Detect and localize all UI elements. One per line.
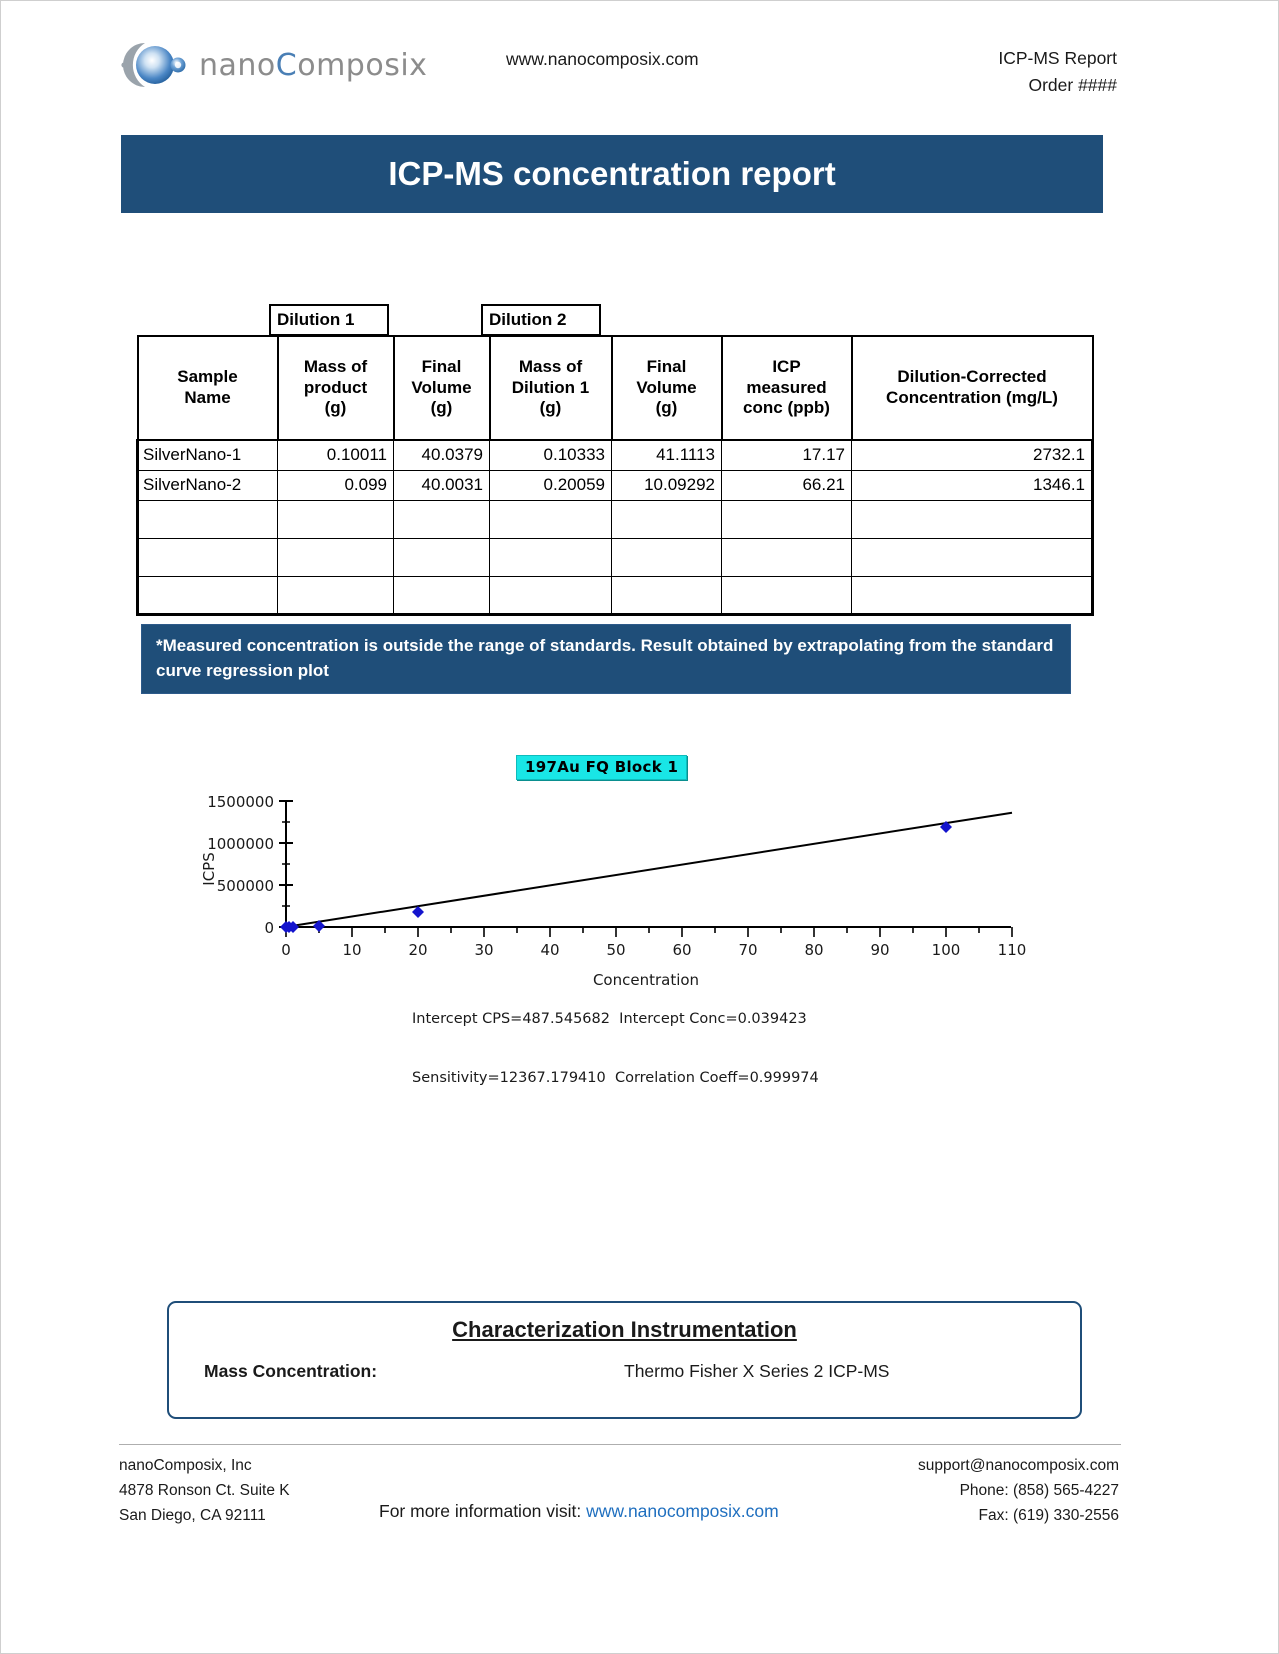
cell-final-volume-1 [394, 576, 490, 614]
svg-text:0: 0 [264, 919, 274, 937]
super-header-dilution-1: Dilution 1 [269, 304, 389, 336]
cell-sample-name [138, 576, 278, 614]
table-header-row [138, 336, 1093, 440]
col-header-final-volume-1 [394, 336, 490, 440]
footer-website-link[interactable]: www.nanocomposix.com [586, 1501, 779, 1521]
cell-sample-name [138, 500, 278, 538]
svg-text:50: 50 [606, 941, 626, 959]
chart-regression-line-1: Intercept CPS=487.545682 Intercept Conc=0.039423 [412, 1011, 807, 1028]
characterization-value: Thermo Fisher X Series 2 ICP-MS [624, 1361, 890, 1381]
logo-wordmark [199, 48, 427, 83]
cell-mass-of-dilution-1 [490, 538, 612, 576]
header-order-number: Order #### [1028, 75, 1117, 96]
col-header-line: (g) [324, 398, 347, 418]
col-header-line: Name [184, 388, 231, 407]
footer-address-block [119, 1453, 290, 1528]
col-header-line: Mass of [303, 356, 368, 376]
logo-wordmark-omposix: omposix [297, 47, 428, 83]
chart-plot-svg [176, 787, 1056, 967]
col-header-line: measured [746, 377, 827, 397]
col-header-line: Final [421, 356, 462, 376]
cell-dilution-corrected: 2732.1 [852, 440, 1093, 470]
svg-text:60: 60 [672, 941, 692, 959]
cell-sample-name: SilverNano-1 [138, 440, 278, 470]
col-header-line: product [303, 377, 368, 397]
svg-text:30: 30 [474, 941, 494, 959]
svg-text:100: 100 [931, 941, 961, 959]
svg-text:70: 70 [738, 941, 758, 959]
cell-dilution-corrected [852, 576, 1093, 614]
header-website-url: www.nanocomposix.com [506, 49, 699, 69]
footer-support-email[interactable]: support@nanocomposix.com [918, 1457, 1119, 1474]
footer-company-name: nanoComposix, Inc [119, 1457, 252, 1474]
cell-mass-of-product [278, 538, 394, 576]
col-header-line: conc (ppb) [743, 398, 830, 418]
cell-final-volume-2 [612, 500, 722, 538]
cell-final-volume-2: 41.1113 [612, 440, 722, 470]
chart-regression-stats [412, 971, 819, 1128]
col-header-mass-of-dilution-1 [490, 336, 612, 440]
col-header-line: Volume [636, 377, 697, 397]
cell-final-volume-2 [612, 538, 722, 576]
cell-final-volume-1 [394, 538, 490, 576]
col-header-mass-of-product [278, 336, 394, 440]
svg-text:40: 40 [540, 941, 560, 959]
table-row [138, 576, 1093, 614]
svg-text:1000000: 1000000 [207, 835, 274, 853]
cell-icp-measured-conc [722, 576, 852, 614]
cell-final-volume-1: 40.0031 [394, 470, 490, 500]
cell-mass-of-product [278, 576, 394, 614]
cell-mass-of-product [278, 500, 394, 538]
col-header-line: Mass of [518, 356, 583, 376]
super-header-dilution-2: Dilution 2 [481, 304, 601, 336]
calibration-chart [176, 749, 1056, 1086]
col-header-sample-name [138, 336, 278, 440]
cell-final-volume-2 [612, 576, 722, 614]
cell-final-volume-2: 10.09292 [612, 470, 722, 500]
footer-fax: Fax: (619) 330-2556 [978, 1507, 1119, 1525]
svg-text:110: 110 [997, 941, 1027, 959]
nanocomposix-logo [119, 39, 427, 91]
col-header-line: Concentration (mg/L) [886, 388, 1058, 407]
table-row [138, 470, 1093, 500]
cell-mass-of-dilution-1: 0.10333 [490, 440, 612, 470]
col-header-line: (g) [655, 398, 678, 418]
svg-text:1500000: 1500000 [207, 793, 274, 811]
col-header-icp-measured-conc [722, 336, 852, 440]
col-header-line: Volume [411, 377, 472, 397]
cell-sample-name [138, 538, 278, 576]
logo-wordmark-c: C [275, 47, 298, 83]
col-header-line: ICP [772, 356, 801, 376]
col-header-line: Sample [177, 367, 238, 387]
report-title-bar [121, 135, 1103, 213]
cell-sample-name: SilverNano-2 [138, 470, 278, 500]
table-row [138, 538, 1093, 576]
svg-text:ICPS: ICPS [200, 852, 218, 886]
col-header-line: Dilution-Corrected [897, 367, 1047, 387]
footer-address-line-2: San Diego, CA 92111 [119, 1507, 266, 1525]
cell-dilution-corrected [852, 538, 1093, 576]
nanocomposix-logo-icon [119, 39, 191, 91]
chart-x-axis-label: Concentration [592, 971, 700, 989]
extrapolation-note: *Measured concentration is outside the range of standards. Result obtained by extrapolating from the standard curve regression plot [141, 624, 1071, 694]
table-row [138, 500, 1093, 538]
page-header [1, 1, 1279, 123]
cell-icp-measured-conc: 66.21 [722, 470, 852, 500]
svg-text:80: 80 [804, 941, 824, 959]
col-header-final-volume-2 [612, 336, 722, 440]
svg-text:10: 10 [342, 941, 362, 959]
cell-dilution-corrected [852, 500, 1093, 538]
characterization-title: Characterization Instrumentation [452, 1317, 797, 1342]
table-super-header-row [136, 304, 1091, 336]
footer-contact-block [918, 1453, 1119, 1528]
col-header-line: Final [646, 356, 687, 376]
cell-mass-of-dilution-1: 0.20059 [490, 470, 612, 500]
cell-dilution-corrected: 1346.1 [852, 470, 1093, 500]
chart-title: 197Au FQ Block 1 [516, 755, 687, 780]
characterization-instrumentation-box [167, 1301, 1082, 1419]
logo-wordmark-nano: nano [199, 47, 276, 83]
svg-text:90: 90 [870, 941, 890, 959]
footer-divider [119, 1444, 1121, 1445]
chart-regression-line-2: Sensitivity=12367.179410 Correlation Coeff=0.999974 [412, 1069, 819, 1086]
cell-final-volume-1 [394, 500, 490, 538]
footer-more-info-prefix: For more information visit: [379, 1501, 587, 1521]
svg-text:500000: 500000 [216, 877, 274, 895]
cell-mass-of-product: 0.099 [278, 470, 394, 500]
footer-phone: Phone: (858) 565-4227 [959, 1482, 1119, 1500]
cell-mass-of-product: 0.10011 [278, 440, 394, 470]
cell-mass-of-dilution-1 [490, 500, 612, 538]
header-report-type: ICP-MS Report [998, 48, 1117, 68]
col-header-line: Dilution 1 [511, 377, 590, 397]
characterization-label: Mass Concentration: [204, 1361, 378, 1381]
cell-icp-measured-conc [722, 500, 852, 538]
col-header-dilution-corrected-concentration [852, 336, 1093, 440]
page-title: ICP-MS concentration report [388, 155, 836, 192]
cell-final-volume-1: 40.0379 [394, 440, 490, 470]
cell-mass-of-dilution-1 [490, 576, 612, 614]
col-header-line: (g) [539, 398, 562, 418]
svg-text:20: 20 [408, 941, 428, 959]
footer-more-info [379, 1501, 779, 1522]
footer-address-line-1: 4878 Ronson Ct. Suite K [119, 1482, 290, 1500]
cell-icp-measured-conc [722, 538, 852, 576]
svg-text:0: 0 [281, 941, 291, 959]
table-row [138, 440, 1093, 470]
table-body [138, 440, 1093, 614]
cell-icp-measured-conc: 17.17 [722, 440, 852, 470]
header-report-meta [998, 45, 1117, 99]
col-header-line: (g) [430, 398, 453, 418]
concentration-table [136, 335, 1094, 616]
